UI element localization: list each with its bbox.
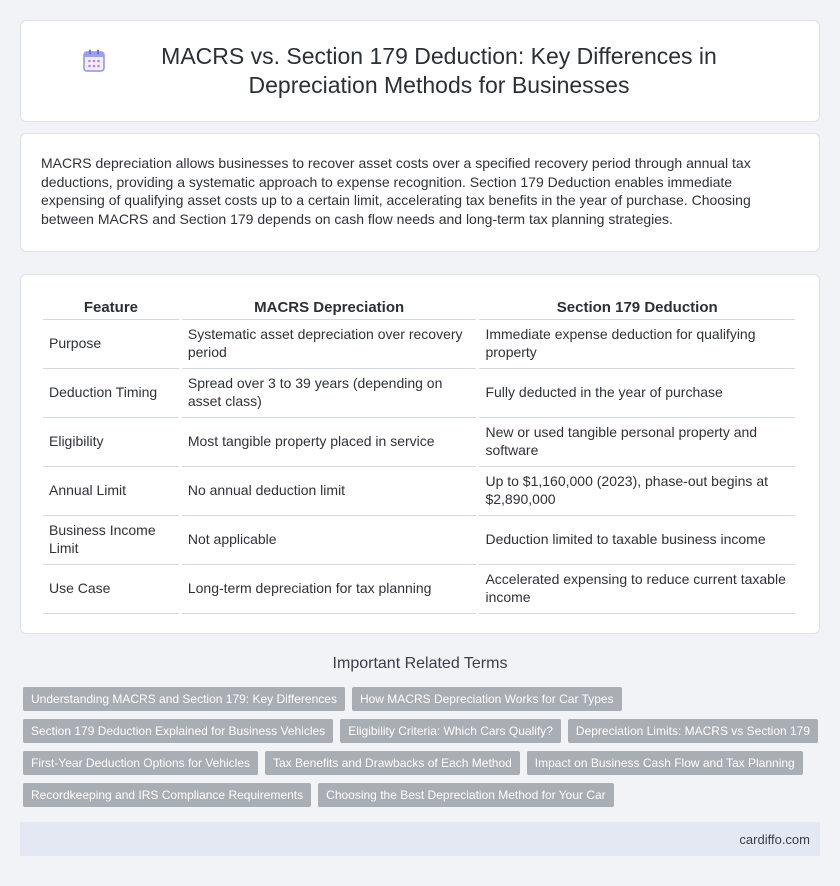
- related-term-link[interactable]: Depreciation Limits: MACRS vs Section 179: [568, 719, 818, 743]
- cell-feature: Purpose: [43, 320, 179, 369]
- cell-section-179: Fully deducted in the year of purchase: [479, 369, 795, 418]
- calendar-icon: [81, 48, 107, 74]
- cell-feature: Annual Limit: [43, 467, 179, 516]
- related-terms-row: [23, 719, 823, 743]
- cell-feature: Eligibility: [43, 418, 179, 467]
- comparison-table-card: [20, 274, 820, 634]
- related-term-link[interactable]: Recordkeeping and IRS Compliance Requirements: [23, 783, 311, 807]
- footer: [20, 822, 820, 856]
- header-section-179: Section 179 Deduction: [479, 295, 795, 320]
- comparison-table: [40, 295, 798, 614]
- related-terms-row: [23, 783, 823, 807]
- cell-macrs: Not applicable: [182, 516, 477, 565]
- cell-feature: Use Case: [43, 565, 179, 614]
- table-row: [43, 516, 795, 565]
- cell-section-179: Accelerated expensing to reduce current taxable income: [479, 565, 795, 614]
- cell-macrs: Long-term depreciation for tax planning: [182, 565, 477, 614]
- intro-paragraph: MACRS depreciation allows businesses to recover asset costs over a specified recovery period through annual tax deductions, providing a systematic approach to expense recognition. Section 179 Deduction enables immediate expensing of qualifying asset costs up to a certain limit, accelerating tax benefits in the year of purchase. Choosing between MACRS and Section 179 depends on cash flow needs and long-term tax planning strategies.: [41, 155, 751, 227]
- title-card: [20, 20, 820, 122]
- table-row: [43, 565, 795, 614]
- page-title: MACRS vs. Section 179 Deduction: Key Differences in Depreciation Methods for Businesses: [161, 43, 717, 98]
- related-term-link[interactable]: Eligibility Criteria: Which Cars Qualify?: [340, 719, 561, 743]
- cell-section-179: Up to $1,160,000 (2023), phase-out begins at $2,890,000: [479, 467, 795, 516]
- related-terms-title: Important Related Terms: [332, 655, 508, 672]
- table-row: [43, 369, 795, 418]
- related-term-link[interactable]: Impact on Business Cash Flow and Tax Planning: [527, 751, 803, 775]
- related-term-link[interactable]: Tax Benefits and Drawbacks of Each Method: [265, 751, 520, 775]
- cell-macrs: Most tangible property placed in service: [182, 418, 477, 467]
- related-terms-row: [23, 751, 823, 775]
- table-row: [43, 418, 795, 467]
- table-header-row: [43, 295, 795, 320]
- related-term-link[interactable]: How MACRS Depreciation Works for Car Types: [352, 687, 622, 711]
- cell-macrs: Spread over 3 to 39 years (depending on asset class): [182, 369, 477, 418]
- table-row: [43, 467, 795, 516]
- related-term-link[interactable]: Choosing the Best Depreciation Method for Your Car: [318, 783, 614, 807]
- cell-macrs: No annual deduction limit: [182, 467, 477, 516]
- related-terms: [23, 687, 823, 815]
- header-feature: Feature: [43, 295, 179, 320]
- related-terms-row: [23, 687, 823, 711]
- cell-macrs: Systematic asset depreciation over recovery period: [182, 320, 477, 369]
- related-term-link[interactable]: Understanding MACRS and Section 179: Key Differences: [23, 687, 345, 711]
- cell-section-179: Deduction limited to taxable business income: [479, 516, 795, 565]
- related-term-link[interactable]: First-Year Deduction Options for Vehicles: [23, 751, 258, 775]
- cell-section-179: Immediate expense deduction for qualifying property: [479, 320, 795, 369]
- cell-feature: Business Income Limit: [43, 516, 179, 565]
- header-macrs: MACRS Depreciation: [182, 295, 477, 320]
- cell-section-179: New or used tangible personal property and software: [479, 418, 795, 467]
- related-term-link[interactable]: Section 179 Deduction Explained for Business Vehicles: [23, 719, 333, 743]
- cell-feature: Deduction Timing: [43, 369, 179, 418]
- table-row: [43, 320, 795, 369]
- footer-site-link[interactable]: cardiffo.com: [739, 831, 810, 847]
- intro-card: [20, 133, 820, 252]
